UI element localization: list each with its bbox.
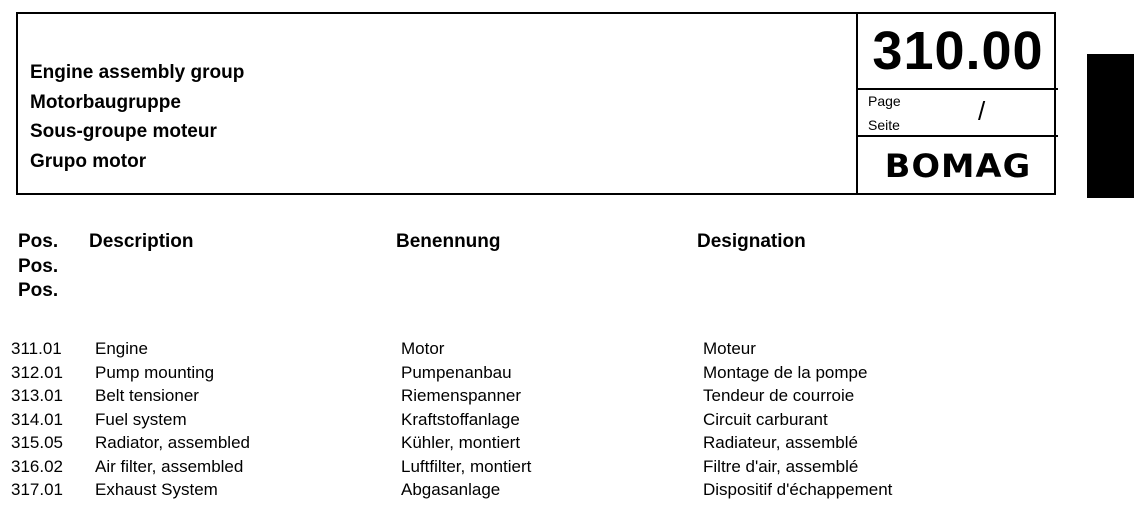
parts-list (0, 337, 1134, 502)
header-box (16, 12, 1056, 195)
row-benennung: Pumpenanbau (401, 362, 512, 382)
row-pos: 315.05 (11, 433, 63, 452)
row-pos: 313.01 (11, 386, 63, 405)
page-number: 310.00 (858, 12, 1058, 90)
title-german: Motorbaugruppe (30, 91, 181, 113)
table-row[interactable] (0, 384, 1134, 408)
table-row[interactable] (0, 408, 1134, 432)
row-pos: 316.02 (11, 456, 63, 476)
row-pos: 314.01 (11, 409, 63, 429)
row-pos: 311.01 (11, 339, 62, 358)
row-description: Exhaust System (95, 480, 218, 499)
column-header-benennung: Benennung (396, 231, 501, 252)
table-row[interactable] (0, 478, 1134, 502)
column-header-designation: Designation (697, 231, 806, 252)
table-row[interactable] (0, 361, 1134, 385)
row-pos: 312.01 (11, 362, 63, 382)
column-header-description: Description (89, 231, 194, 252)
row-benennung: Kühler, montiert (401, 433, 521, 452)
table-row[interactable] (0, 337, 1134, 361)
page-label-de: Seite (868, 117, 900, 133)
row-description: Belt tensioner (95, 386, 199, 405)
row-description: Engine (95, 339, 148, 358)
row-benennung: Abgasanlage (401, 480, 501, 499)
row-description: Fuel system (95, 409, 187, 429)
brand-logo: BOMAG (884, 147, 1032, 185)
row-designation: Filtre d'air, assemblé (703, 456, 859, 476)
row-designation: Circuit carburant (703, 409, 828, 429)
row-pos: 317.01 (11, 480, 63, 499)
row-benennung: Luftfilter, montiert (401, 456, 532, 476)
pos-label: Pos. (18, 280, 59, 301)
table-row[interactable] (0, 431, 1134, 455)
page-field (858, 90, 1058, 137)
row-designation: Dispositif d'échappement (703, 480, 893, 499)
row-designation: Radiateur, assemblé (703, 433, 858, 452)
table-row[interactable] (0, 455, 1134, 479)
row-description: Radiator, assembled (95, 433, 250, 452)
pos-label: Pos. (18, 255, 59, 277)
pos-label: Pos. (18, 231, 59, 252)
title-english: Engine assembly group (30, 62, 245, 83)
row-benennung: Motor (401, 339, 445, 358)
row-benennung: Riemenspanner (401, 386, 522, 405)
row-benennung: Kraftstoffanlage (401, 409, 520, 429)
page-label-en: Page (868, 93, 901, 109)
row-designation: Moteur (703, 339, 756, 358)
row-description: Air filter, assembled (95, 456, 244, 476)
group-titles (30, 58, 244, 176)
title-french: Sous-groupe moteur (30, 121, 217, 142)
column-header-pos (18, 230, 58, 304)
section-tab-marker (1087, 54, 1134, 198)
title-spanish: Grupo motor (30, 150, 147, 172)
row-description: Pump mounting (95, 362, 215, 382)
page-info-panel (856, 12, 1058, 195)
page-slash: / (978, 96, 986, 126)
row-designation: Montage de la pompe (703, 362, 868, 382)
row-designation: Tendeur de courroie (703, 386, 855, 405)
